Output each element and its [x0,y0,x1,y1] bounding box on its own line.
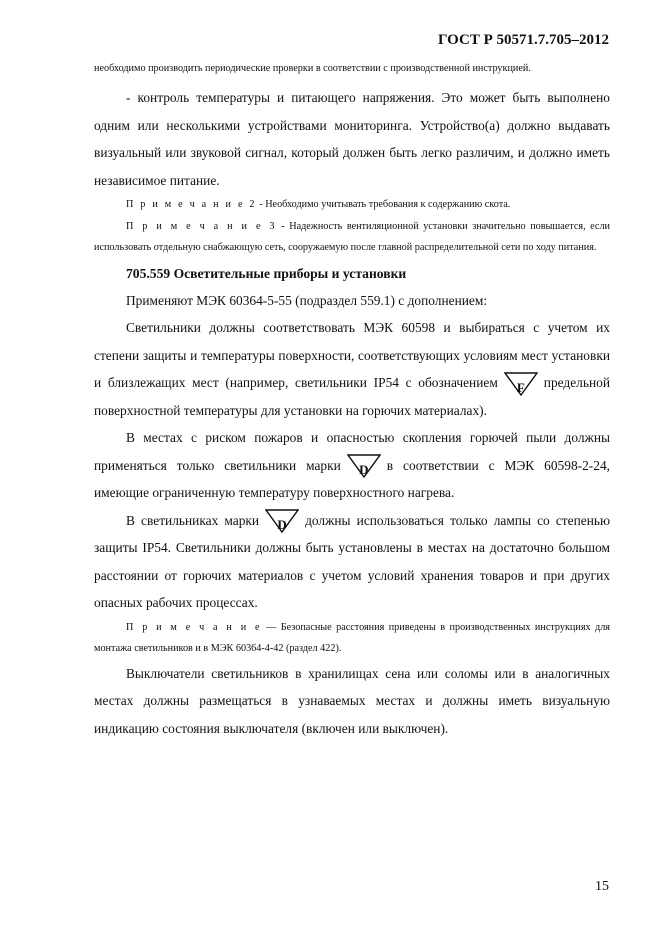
f-symbol-letter: F [516,379,525,395]
d-symbol-letter: D [359,462,369,478]
note-safe-label: П р и м е ч а н и е [126,621,262,633]
note-2-text: - Необходимо учитывать требования к содержанию скота. [256,199,511,210]
d-symbol-icon [347,454,381,478]
paragraph-luminaires [94,314,610,424]
note-3 [94,216,610,259]
fire-text-after: в соответствии с МЭК 60598-2-24, имеющие ограниченную температуру поверхностного нагрева. [94,457,610,500]
luminaires-text-before: Светильники должны соответствовать МЭК 60598 и выбираться с учетом их степени защиты и температуры поверхности, соответствующих условиям мест установки и близлежащих мест (например, светильники IP54 с обозначением [94,320,610,390]
intro-text: необходимо производить периодические проверки в соответствии с производственной инструкцией. [94,63,531,74]
d-symbol-letter: D [277,517,287,533]
fire-text-before: В местах с риском пожаров и опасностью скопления горючей пыли должны применяться только светильники марки [94,430,610,473]
note-2 [94,194,610,216]
paragraph-switches: Выключатели светильников в хранилищах сена или соломы или в аналогичных местах должны размещаться в узнаваемых местах и должны иметь визуальную индикацию состояния выключателя (включен или выключен). [94,665,610,736]
d-symbol-icon [265,509,299,533]
f-symbol-icon [504,372,538,396]
note-3-text: - Надежность вентиляционной установки значительно повышается, если использовать отдельную снабжающую сеть, сооружаемую после главной распределительной сети по ходу питания. [94,220,610,253]
paragraph-lamps [94,507,610,617]
paragraph-control: - контроль температуры и питающего напряжения. Это может быть выполнено одним или несколькими устройствами мониторинга. Устройство(а) должно выдавать визуальный или звуковой сигнал, который должен быть легко различим, и должно иметь независимое питание. [94,90,610,188]
paragraph-apply: Применяют МЭК 60364-5-55 (подраздел 559.1) с дополнением: [126,292,488,308]
paragraph-fire-risk [94,424,610,507]
note-3-label: П р и м е ч а н и е 3 [126,220,277,232]
note-safe-distance [94,617,610,660]
lamps-text-before: В светильниках марки [126,512,260,528]
section-heading: 705.559 Осветительные приборы и установки [126,265,407,281]
note-safe-text: — Безопасные расстояния приведены в производственных инструкциях для монтажа светильников и в МЭК 60364-4-42 (раздел 422). [94,621,610,654]
document-header: ГОСТ Р 50571.7.705–2012 [437,32,609,48]
note-2-label: П р и м е ч а н и е 2 [126,199,257,210]
page-number: 15 [595,879,609,894]
page-body [94,58,610,742]
lamps-text-after: должны использоваться только лампы со степенью защиты IP54. Светильники должны быть установлены в местах на достаточно большом расстоянии от горючих материалов с учетом условий хранения товаров и при других опасных рабочих процессах. [94,512,610,610]
luminaires-text-after: предельной поверхностной температуры для установки на горючих материалах). [94,375,610,418]
